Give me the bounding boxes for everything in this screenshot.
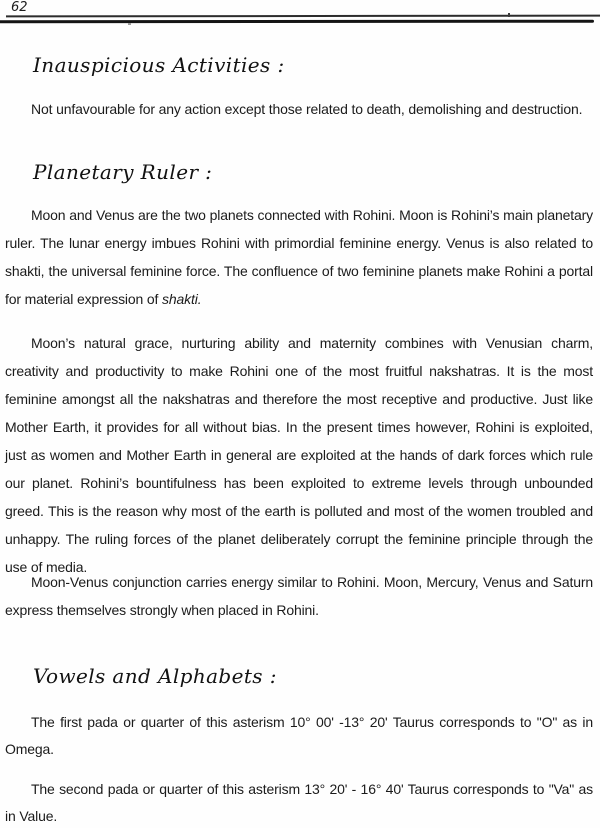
paragraph-planetary-ruler-3: Moon-Venus conjunction carries energy similar to Rohini. Moon, Mercury, Venus and Saturn express themselves strongly when placed in Rohini.: [5, 574, 593, 618]
scan-artifact: [508, 13, 510, 17]
paragraph-planetary-ruler-2: Moon’s natural grace, nurturing ability and maternity combines with Venusian charm, creativity and productivity to make Rohini one of the most fruitful nakshatras. It is the most feminine amongst all the nakshatras and therefore the most receptive and productive. Just like Mother Earth, it provides for all without bias. In the present times however, Rohini is exploited, just as women and Mother Earth in general are exploited at the hands of dark forces which rule our planet. Rohini’s bountifulness has been exploited to extreme levels through unbounded greed. This is the reason why most of the earth is polluted and most of the women troubled and unhappy. The ruling forces of the planet deliberately corrupt the feminine principle through the use of media.: [5, 335, 593, 575]
section-heading-vowels-alphabets: Vowels and Alphabets :: [33, 664, 277, 688]
section-heading-inauspicious-activities: Inauspicious Activities :: [33, 53, 285, 77]
scan-artifact: [128, 23, 131, 25]
paragraph-planetary-ruler-1: [5, 201, 593, 313]
paragraph-first-pada: The first pada or quarter of this asterism 10° 00' -13° 20' Taurus corresponds to "O" as in Omega.: [5, 714, 593, 757]
page-number: 62: [11, 0, 28, 15]
paragraph-inauspicious: Not unfavourable for any action except those related to death, demolishing and destruction.: [31, 101, 583, 117]
header-rule-thin: [6, 15, 600, 17]
paragraph-second-pada: The second pada or quarter of this asterism 13° 20' - 16° 40' Taurus corresponds to "Va" as in Value.: [5, 781, 593, 824]
section-heading-planetary-ruler: Planetary Ruler :: [33, 160, 213, 184]
paragraph-text: Moon and Venus are the two planets connected with Rohini. Moon is Rohini’s main planetary ruler. The lunar energy imbues Rohini with primordial feminine energy. Venus is also related to shakti, the universal feminine force. The confluence of two feminine planets make Rohini a portal for material expression of: [5, 207, 593, 307]
header-rule-thick: [0, 20, 594, 23]
paragraph-emphasis: shakti.: [162, 291, 202, 307]
